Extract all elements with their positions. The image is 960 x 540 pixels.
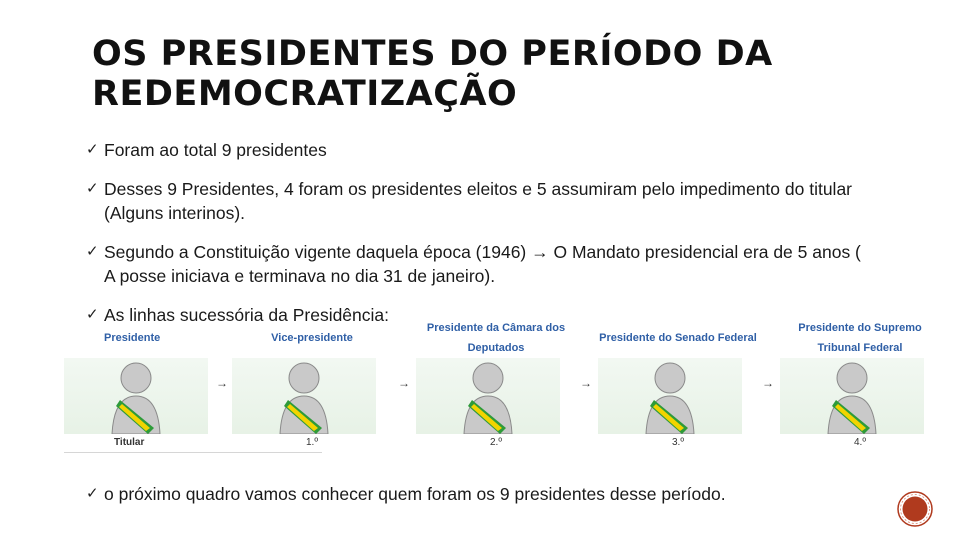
- president-figure-icon: [108, 358, 164, 434]
- role-label: Presidente: [104, 332, 161, 344]
- bullet-item: [86, 482, 866, 506]
- president-figure-icon: [460, 358, 516, 434]
- bullet-item: [86, 240, 866, 288]
- checkmark-icon: ✓: [86, 243, 99, 260]
- bullet-text: As linhas sucessória da Presidência:: [104, 305, 390, 325]
- succession-slot-president: [64, 318, 224, 450]
- bullet-text: Foram ao total 9 presidentes: [104, 140, 327, 160]
- role-label: Presidente do Senado Federal: [599, 332, 757, 344]
- succession-order: 4.º: [854, 437, 866, 448]
- succession-order: 1.º: [306, 437, 318, 448]
- divider: [64, 452, 322, 453]
- arrow-icon: →: [580, 376, 592, 390]
- president-figure-icon: [642, 358, 698, 434]
- president-figure-icon: [276, 358, 332, 434]
- checkmark-icon: ✓: [86, 485, 99, 502]
- president-figure-panel: [416, 358, 560, 434]
- bullet-text: o próximo quadro vamos conhecer quem foram os 9 presidentes desse período.: [104, 484, 726, 504]
- title-line-2: REDEMOCRATIZAÇÃO: [92, 74, 518, 114]
- role-label: Vice-presidente: [271, 332, 353, 344]
- president-figure-panel: [232, 358, 376, 434]
- checkmark-icon: ✓: [86, 180, 99, 197]
- president-figure-panel: [780, 358, 924, 434]
- arrow-icon: →: [398, 376, 410, 390]
- succession-order: 2.º: [490, 437, 502, 448]
- checkmark-icon: ✓: [86, 306, 99, 323]
- succession-slot-vice: [232, 318, 392, 450]
- slide-title: [92, 34, 792, 114]
- role-label: Presidente da Câmara dos Deputados: [426, 322, 566, 354]
- arrow-icon: →: [762, 376, 774, 390]
- succession-order: 3.º: [672, 437, 684, 448]
- slide-ornament-icon: [896, 490, 934, 528]
- title-line-1: OS PRESIDENTES DO PERÍODO DA: [92, 34, 773, 74]
- bullet-item: [86, 177, 866, 225]
- footer-bullet-list: [86, 482, 866, 521]
- bullet-item: [86, 138, 866, 162]
- president-figure-icon: [824, 358, 880, 434]
- bullet-text: Segundo a Constituição vigente daquela época (1946) → O Mandato presidencial era de 5 anos ( A posse iniciava e terminava no dia 31 de janeiro).: [104, 242, 861, 286]
- arrow-icon: →: [216, 376, 228, 390]
- president-figure-panel: [598, 358, 742, 434]
- role-label: Presidente do Supremo Tribunal Federal: [798, 322, 922, 354]
- succession-slot-supreme-court: [780, 318, 940, 450]
- bullet-list: [86, 138, 866, 342]
- checkmark-icon: ✓: [86, 141, 99, 158]
- president-figure-panel: [64, 358, 208, 434]
- succession-diagram: [64, 318, 944, 458]
- succession-slot-chamber: [416, 318, 576, 450]
- succession-slot-senate: [598, 318, 758, 450]
- bullet-text: Desses 9 Presidentes, 4 foram os presidentes eleitos e 5 assumiram pelo impedimento do titular (Alguns interinos).: [104, 179, 853, 223]
- succession-order: Titular: [114, 437, 145, 448]
